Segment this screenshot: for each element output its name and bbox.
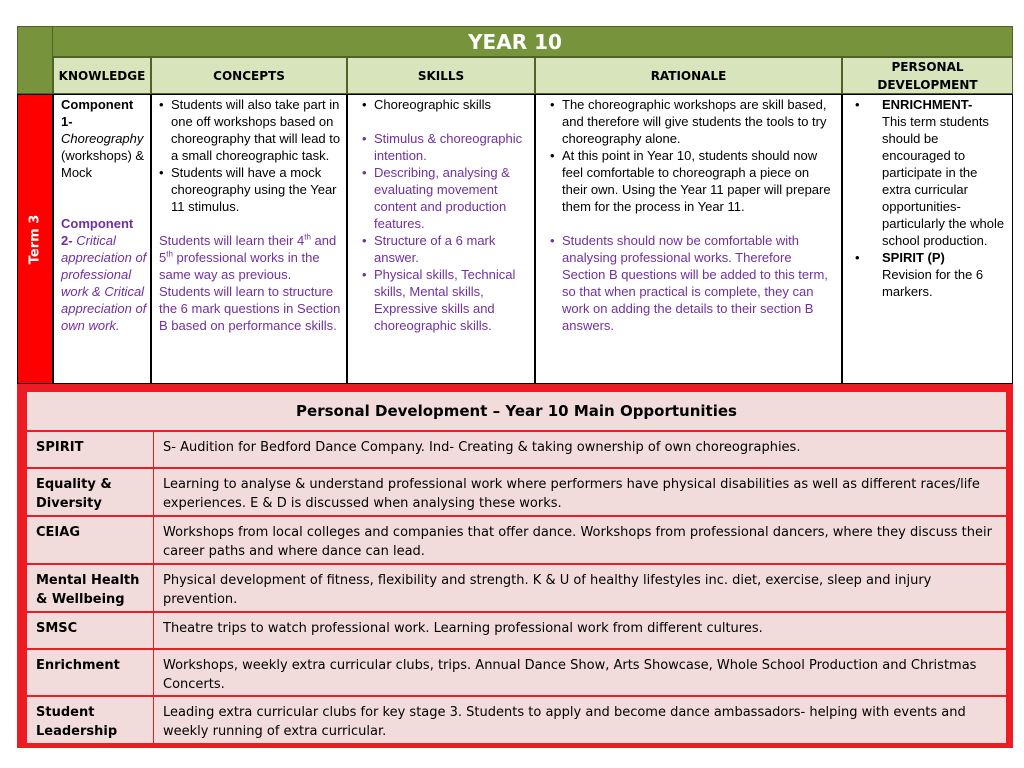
- term-label-wrap: [17, 94, 53, 384]
- header-rationale: RATIONALE: [535, 57, 842, 94]
- row-text-student-leadership: Leading extra curricular clubs for key stage 3. Students to apply and become dance ambassadors- helping with events and weekly running of extra curricular.: [154, 697, 1006, 743]
- row-label-smsc: SMSC: [27, 613, 153, 648]
- row-text-equality-diversity: Learning to analyse & understand professional work where performers have physical disabilities as well as different races/life experiences. E & D is discussed when analysing these works.: [154, 469, 1006, 515]
- component-2-name: Critical appreciation of professional work & Critical appreciation of own work.: [61, 233, 147, 333]
- concepts-para-mid: and 5: [159, 233, 337, 265]
- spirit-text: Revision for the 6 markers.: [882, 267, 984, 299]
- list-item: • Stimulus & choreographic intention.: [374, 130, 530, 164]
- header-concepts: CONCEPTS: [151, 57, 347, 94]
- component-2-title: Component 2-: [61, 216, 134, 248]
- concepts-sup-2: th: [166, 249, 173, 259]
- personal-development-cell: [842, 94, 1013, 384]
- row-text-spirit: S- Audition for Bedford Dance Company. Ind- Creating & taking ownership of own choreographies.: [154, 432, 1006, 467]
- header-personal-development: PERSONAL DEVELOPMENT: [842, 57, 1013, 94]
- pd-list: [847, 96, 1008, 300]
- rationale-cell: [535, 94, 842, 384]
- row-label-spirit: SPIRIT: [27, 432, 153, 467]
- list-item: [882, 249, 1008, 300]
- list-item: • Students will have a mock choreography using the Year 11 stimulus.: [171, 164, 342, 215]
- row-label-equality-diversity: Equality & Diversity: [27, 469, 153, 515]
- spirit-title: • SPIRIT (P): [882, 250, 945, 265]
- rationale-list: [540, 96, 837, 334]
- list-item: • The choreographic workshops are skill based, and therefore will give students the tools to try choreography alone.: [562, 96, 837, 147]
- concepts-cell: [151, 94, 347, 384]
- skills-list: [352, 96, 530, 334]
- component-2: [61, 215, 147, 334]
- row-text-enrichment: Workshops, weekly extra curricular clubs, trips. Annual Dance Show, Arts Showcase, Whole School Production and Christmas Concerts.: [154, 650, 1006, 695]
- component-1-title: Component 1-: [61, 97, 134, 129]
- concepts-sup-1: th: [304, 232, 311, 242]
- list-item: • Describing, analysing & evaluating movement content and production features.: [374, 164, 530, 232]
- concepts-paragraph: [156, 232, 342, 334]
- header-skills: SKILLS: [347, 57, 535, 94]
- concepts-para-prefix: Students will learn their 4: [159, 233, 305, 248]
- concepts-list: [156, 96, 342, 215]
- row-text-mental-health: Physical development of fitness, flexibility and strength. K & U of healthy lifestyles inc. diet, exercise, sleep and injury prevention.: [154, 565, 1006, 611]
- enrichment-title: • ENRICHMENT-: [882, 97, 973, 112]
- row-label-enrichment: Enrichment: [27, 650, 153, 695]
- enrichment-text: This term students should be encouraged to participate in the extra curricular opportunities- particularly the whole school production.: [882, 114, 1005, 248]
- concepts-para-suffix: professional works in the same way as previous. Students will learn to structure the 6 mark questions in Section B based on performance skills.: [159, 250, 341, 333]
- corner-cell: [17, 26, 53, 94]
- knowledge-cell: [53, 94, 151, 384]
- list-item: • Students should now be comfortable with analysing professional works. Therefore Section B questions will be added to this term, so that when practical is complete, they can work on adding the details to their section B answers.: [562, 232, 837, 334]
- list-item: [882, 96, 1008, 249]
- list-item: • At this point in Year 10, students should now feel comfortable to choreograph a piece on their own. Using the Year 11 paper will prepare them for the process in Year 11.: [562, 147, 837, 215]
- year-title: YEAR 10: [17, 26, 1013, 57]
- row-label-student-leadership: Student Leadership: [27, 697, 153, 743]
- pd-title: Personal Development – Year 10 Main Opportunities: [27, 392, 1006, 430]
- term-label: Term 3: [27, 214, 43, 264]
- component-1-detail: (workshops) & Mock: [61, 148, 145, 180]
- list-item: • Physical skills, Technical skills, Mental skills, Expressive skills and choreographic skills.: [374, 266, 530, 334]
- component-1-name: Choreography: [61, 131, 144, 146]
- row-label-ceiag: CEIAG: [27, 517, 153, 563]
- skills-cell: [347, 94, 535, 384]
- header-knowledge: KNOWLEDGE: [53, 57, 151, 94]
- row-text-ceiag: Workshops from local colleges and companies that offer dance. Workshops from professional dancers, where they discuss their career paths and where dance can lead.: [154, 517, 1006, 563]
- list-item: • Structure of a 6 mark answer.: [374, 232, 530, 266]
- list-item: • Choreographic skills: [374, 96, 530, 113]
- row-text-smsc: Theatre trips to watch professional work. Learning professional work from different cultures.: [154, 613, 1006, 648]
- list-item: • Students will also take part in one off workshops based on choreography that will lead to a small choreographic task.: [171, 96, 342, 164]
- row-label-mental-health: Mental Health & Wellbeing: [27, 565, 153, 611]
